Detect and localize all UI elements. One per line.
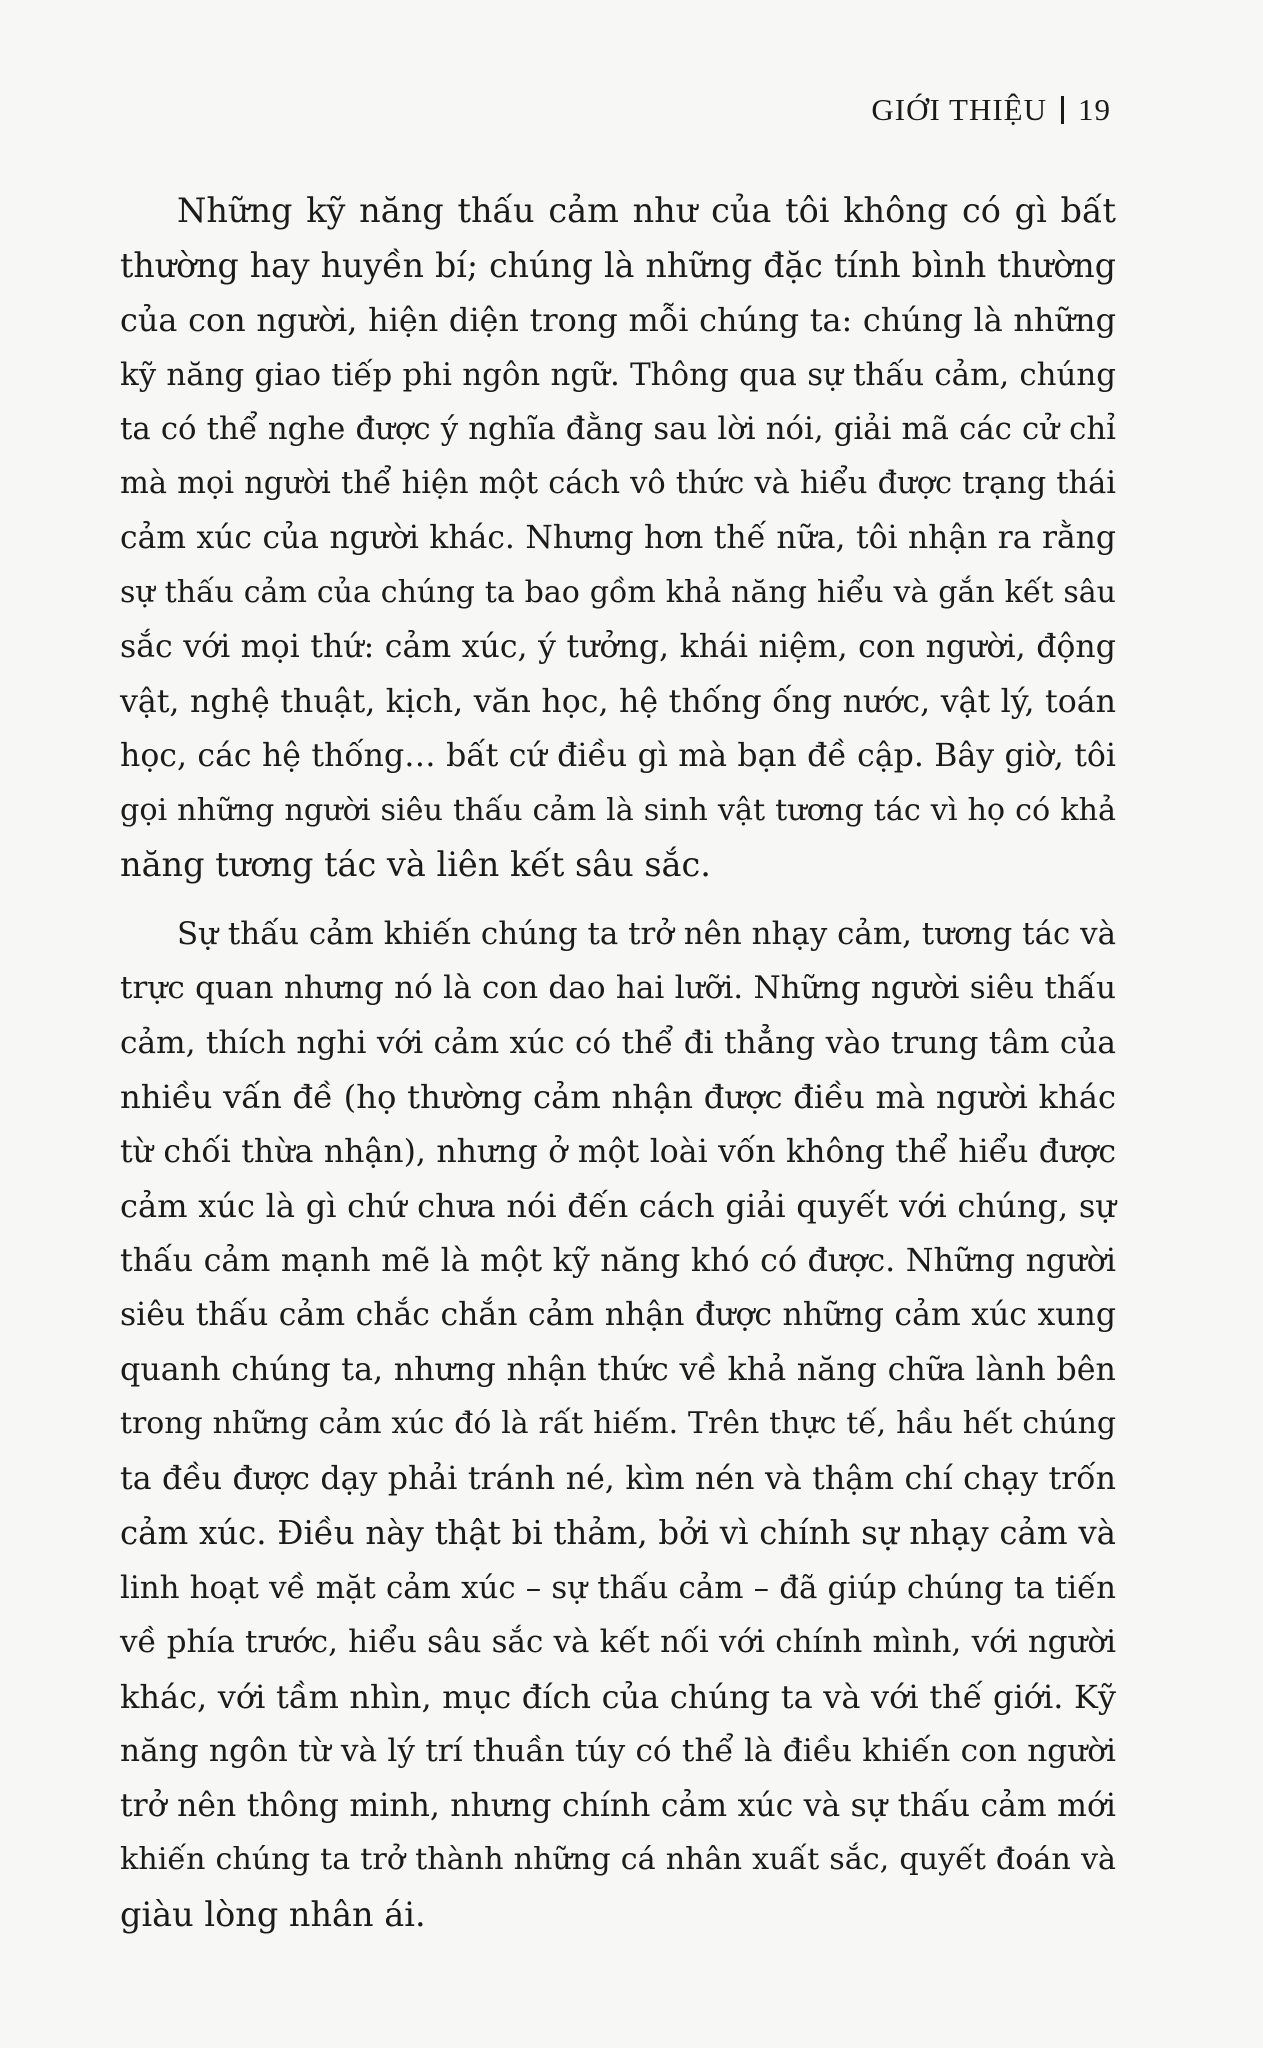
text-line: sắc với mọi thứ: cảm xúc, ý tưởng, khái niệm, con người, động — [120, 629, 1116, 665]
text-line: trong những cảm xúc đó là rất hiếm. Trên thực tế, hầu hết chúng — [120, 1406, 1116, 1441]
text-line: cảm xúc. Điều này thật bi thảm, bởi vì chính sự nhạy cảm và — [120, 1514, 1116, 1552]
running-header — [871, 92, 1111, 128]
text-line: Những kỹ năng thấu cảm như của tôi không có gì bất — [177, 191, 1116, 230]
text-line: siêu thấu cảm chắc chắn cảm nhận được những cảm xúc xung — [120, 1297, 1116, 1333]
text-line: nhiều vấn đề (họ thường cảm nhận được điều mà người khác — [120, 1078, 1116, 1116]
text-line: ta đều được dạy phải tránh né, kìm nén và thậm chí chạy trốn — [120, 1460, 1116, 1497]
text-line: quanh chúng ta, nhưng nhận thức về khả năng chữa lành bên — [120, 1351, 1116, 1388]
text-line: giàu lòng nhân ái. — [120, 1894, 426, 1934]
text-line: của con người, hiện diện trong mỗi chúng ta: chúng là những — [120, 301, 1116, 339]
text-line: trở nên thông minh, nhưng chính cảm xúc và sự thấu cảm mới — [120, 1787, 1116, 1824]
text-line: khiến chúng ta trở thành những cá nhân xuất sắc, quyết đoán và — [120, 1842, 1116, 1877]
text-line: khác, với tầm nhìn, mục đích của chúng ta và với thế giới. Kỹ — [120, 1677, 1116, 1716]
text-line: sự thấu cảm của chúng ta bao gồm khả năng hiểu và gắn kết sâu — [120, 574, 1116, 610]
body-text — [120, 184, 1116, 1956]
text-line: vật, nghệ thuật, kịch, văn học, hệ thống ống nước, vật lý, toán — [120, 683, 1116, 720]
text-line: kỹ năng giao tiếp phi ngôn ngữ. Thông qua sự thấu cảm, chúng — [120, 356, 1116, 393]
header-separator — [1061, 96, 1064, 124]
text-line: Sự thấu cảm khiến chúng ta trở nên nhạy cảm, tương tác và — [177, 915, 1116, 952]
text-line: từ chối thừa nhận), nhưng ở một loài vốn không thể hiểu được — [120, 1133, 1116, 1170]
text-line: mà mọi người thể hiện một cách vô thức và hiểu được trạng thái — [120, 465, 1116, 501]
text-line: gọi những người siêu thấu cảm là sinh vật tương tác vì họ có khả — [120, 792, 1116, 828]
text-line: ta có thể nghe được ý nghĩa đằng sau lời nói, giải mã các cử chỉ — [120, 411, 1116, 447]
paragraph-2 — [120, 907, 1116, 1943]
text-line: học, các hệ thống… bất cứ điều gì mà bạn đề cập. Bây giờ, tôi — [120, 738, 1116, 774]
text-line: năng tương tác và liên kết sâu sắc. — [120, 845, 711, 884]
text-line: thấu cảm mạnh mẽ là một kỹ năng khó có được. Những người — [120, 1242, 1116, 1279]
text-line: thường hay huyền bí; chúng là những đặc tính bình thường — [120, 245, 1116, 285]
paragraph-1 — [120, 184, 1116, 893]
text-line: linh hoạt về mặt cảm xúc – sự thấu cảm – đã giúp chúng ta tiến — [120, 1569, 1116, 1606]
text-line: về phía trước, hiểu sâu sắc và kết nối với chính mình, với người — [120, 1624, 1116, 1660]
text-line: trực quan nhưng nó là con dao hai lưỡi. Những người siêu thấu — [120, 970, 1116, 1006]
text-line: cảm xúc là gì chứ chưa nói đến cách giải quyết với chúng, sự — [120, 1187, 1116, 1225]
text-line: năng ngôn từ và lý trí thuần túy có thể là điều khiến con người — [120, 1733, 1116, 1769]
chapter-title: GIỚI THIỆU — [871, 92, 1047, 127]
text-line: cảm, thích nghi với cảm xúc có thể đi thẳng vào trung tâm của — [120, 1024, 1116, 1061]
page-number: 19 — [1078, 92, 1111, 127]
text-line: cảm xúc của người khác. Nhưng hơn thế nữa, tôi nhận ra rằng — [120, 520, 1116, 556]
